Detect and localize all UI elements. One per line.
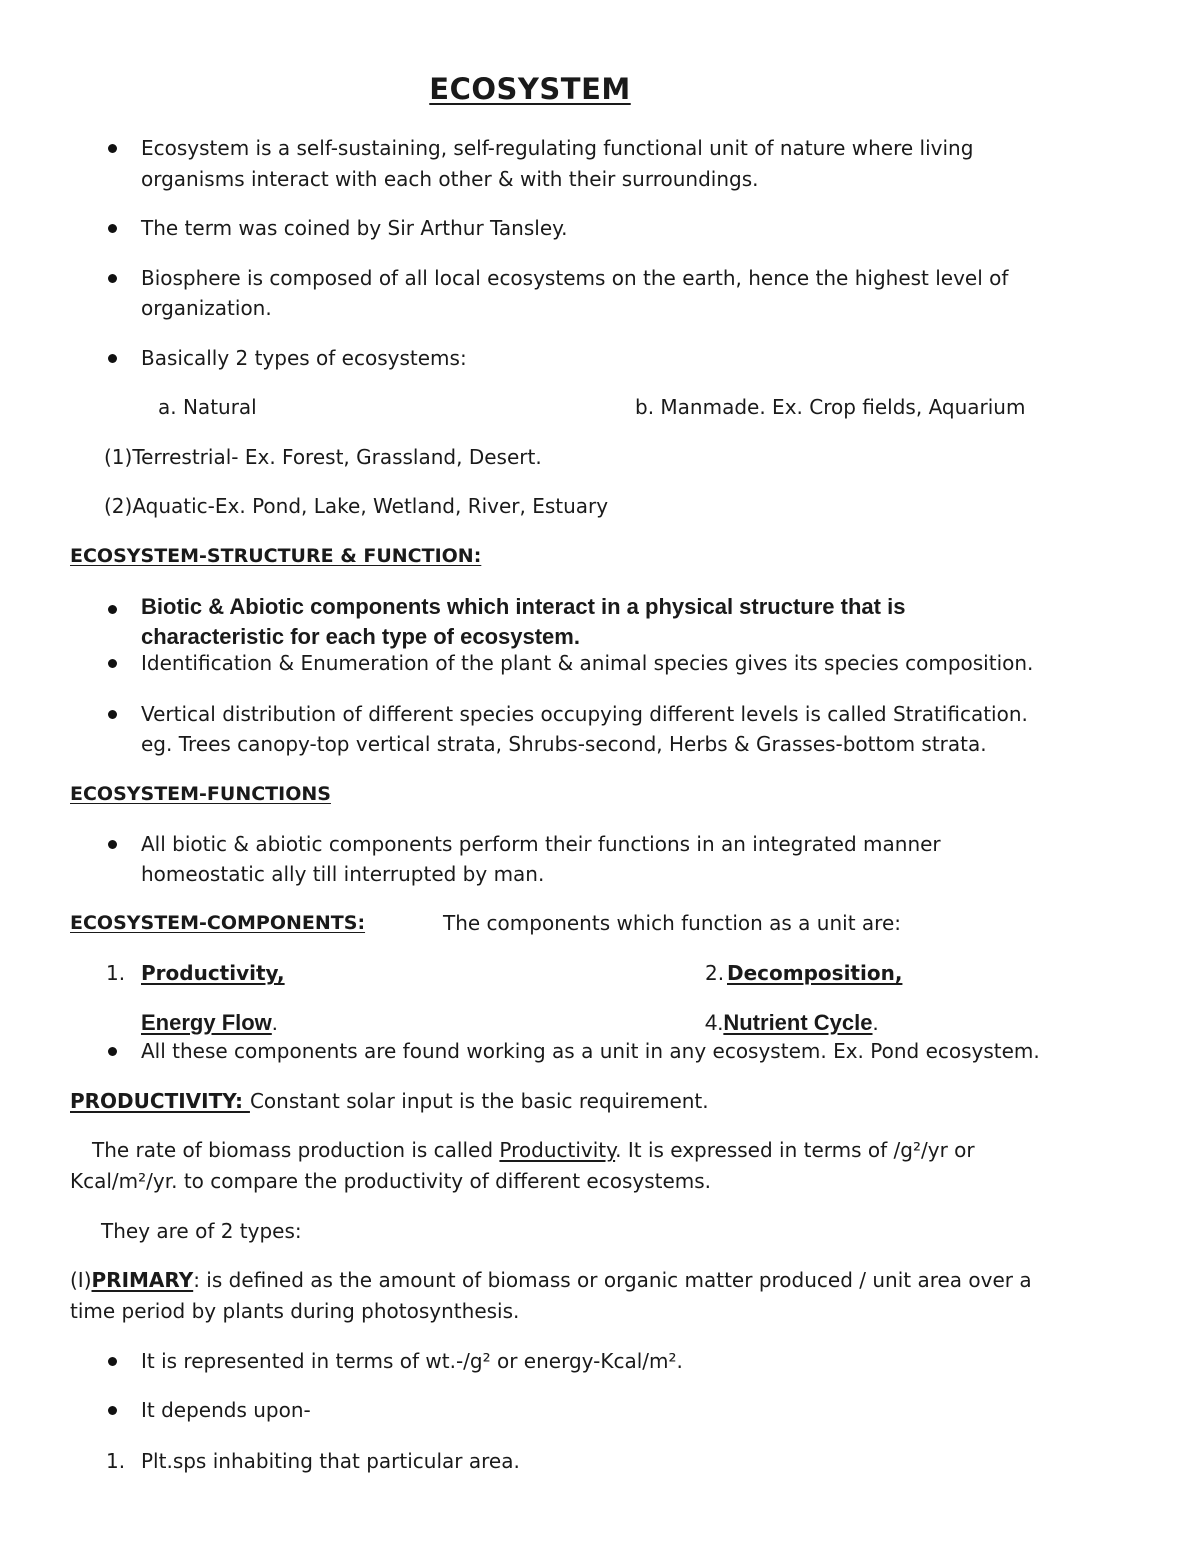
component-energy-flow-line [141,1008,278,1038]
bullet-icon [108,354,117,363]
component-number-4: 4. [705,1010,724,1035]
component-energy-flow-period: . [271,1010,278,1035]
productivity-types-line: They are of 2 types: [101,1219,302,1243]
intro-bullet-3-line-2: organization. [141,296,272,320]
primary-list-item-1: Plt.sps inhabiting that particular area. [141,1449,520,1473]
intro-bullet-1-line-2: organisms interact with each other & with their surroundings. [141,167,759,191]
structure-bullet-3-line-1: Vertical distribution of different species occupying different levels is called Stratification. [141,702,1028,726]
bullet-icon [108,224,117,233]
component-decomposition: Decomposition, [727,961,903,985]
section-heading-functions: ECOSYSTEM-FUNCTIONS [70,783,331,805]
primary-number: (I) [70,1268,92,1292]
section-heading-structure: ECOSYSTEM-STRUCTURE & FUNCTION: [70,545,482,567]
components-bullet: All these components are found working as a unit in any ecosystem. Ex. Pond ecosystem. [141,1039,1040,1063]
productivity-paragraph-pre: The rate of biomass production is called [92,1138,500,1162]
structure-bullet-1-line-1: Biotic & Abiotic components which interact in a physical structure that is [141,594,906,619]
type-terrestrial: (1)Terrestrial- Ex. Forest, Grassland, Desert. [104,445,542,469]
intro-bullet-2: The term was coined by Sir Arthur Tansley. [141,216,568,240]
productivity-paragraph-post: . It is expressed in terms of /g²/yr or [615,1138,975,1162]
primary-label: PRIMARY [91,1268,194,1292]
component-number-2: 2. [705,961,725,985]
primary-definition-line-2: time period by plants during photosynthesis. [70,1299,520,1323]
primary-text: : is defined as the amount of biomass or organic matter produced / unit area over a [193,1268,1032,1292]
component-productivity: Productivity, [141,961,285,985]
bullet-icon [108,1357,117,1366]
bullet-icon [108,840,117,849]
structure-bullet-1-line-2: characteristic for each type of ecosystem. [141,624,580,649]
intro-bullet-1-line-1: Ecosystem is a self-sustaining, self-regulating functional unit of nature where living [141,136,974,160]
section-heading-productivity: PRODUCTIVITY: [70,1089,250,1113]
primary-list-number-1: 1. [106,1449,126,1473]
bullet-icon [108,144,117,153]
component-number-1: 1. [106,961,126,985]
bullet-icon [108,274,117,283]
productivity-paragraph-line-1 [92,1135,975,1165]
structure-bullet-3-line-2: eg. Trees canopy-top vertical strata, Shrubs-second, Herbs & Grasses-bottom strata. [141,732,987,756]
type-aquatic: (2)Aquatic-Ex. Pond, Lake, Wetland, River, Estuary [104,494,609,518]
functions-bullet-1-line-2: homeostatic ally till interrupted by man. [141,862,545,886]
bullet-icon [108,1047,117,1056]
bullet-icon [108,659,117,668]
productivity-heading-line [70,1086,709,1116]
intro-bullet-4: Basically 2 types of ecosystems: [141,346,467,370]
productivity-paragraph-line-2: Kcal/m²/yr. to compare the productivity of different ecosystems. [70,1169,712,1193]
productivity-heading-text: Constant solar input is the basic requirement. [249,1089,709,1113]
productivity-term: Productivity [499,1138,616,1162]
component-nutrient-cycle-line [705,1008,879,1038]
type-manmade: b. Manmade. Ex. Crop fields, Aquarium [635,395,1026,419]
type-natural: a. Natural [158,395,257,419]
primary-definition-line-1 [70,1265,1032,1295]
component-energy-flow: Energy Flow [141,1010,272,1035]
bullet-icon [108,710,117,719]
components-intro: The components which function as a unit are: [443,911,901,935]
functions-bullet-1-line-1: All biotic & abiotic components perform their functions in an integrated manner [141,832,941,856]
component-nutrient-cycle-period: . [872,1010,879,1035]
component-nutrient-cycle: Nutrient Cycle [723,1010,873,1035]
primary-bullet-1: It is represented in terms of wt.-/g² or energy-Kcal/m². [141,1349,683,1373]
section-heading-components: ECOSYSTEM-COMPONENTS: [70,912,366,934]
bullet-icon [108,605,117,614]
primary-bullet-2: It depends upon- [141,1398,311,1422]
bullet-icon [108,1406,117,1415]
structure-bullet-2: Identification & Enumeration of the plant & animal species gives its species composition. [141,651,1034,675]
page-title: ECOSYSTEM [429,72,631,106]
intro-bullet-3-line-1: Biosphere is composed of all local ecosystems on the earth, hence the highest level of [141,266,1009,290]
